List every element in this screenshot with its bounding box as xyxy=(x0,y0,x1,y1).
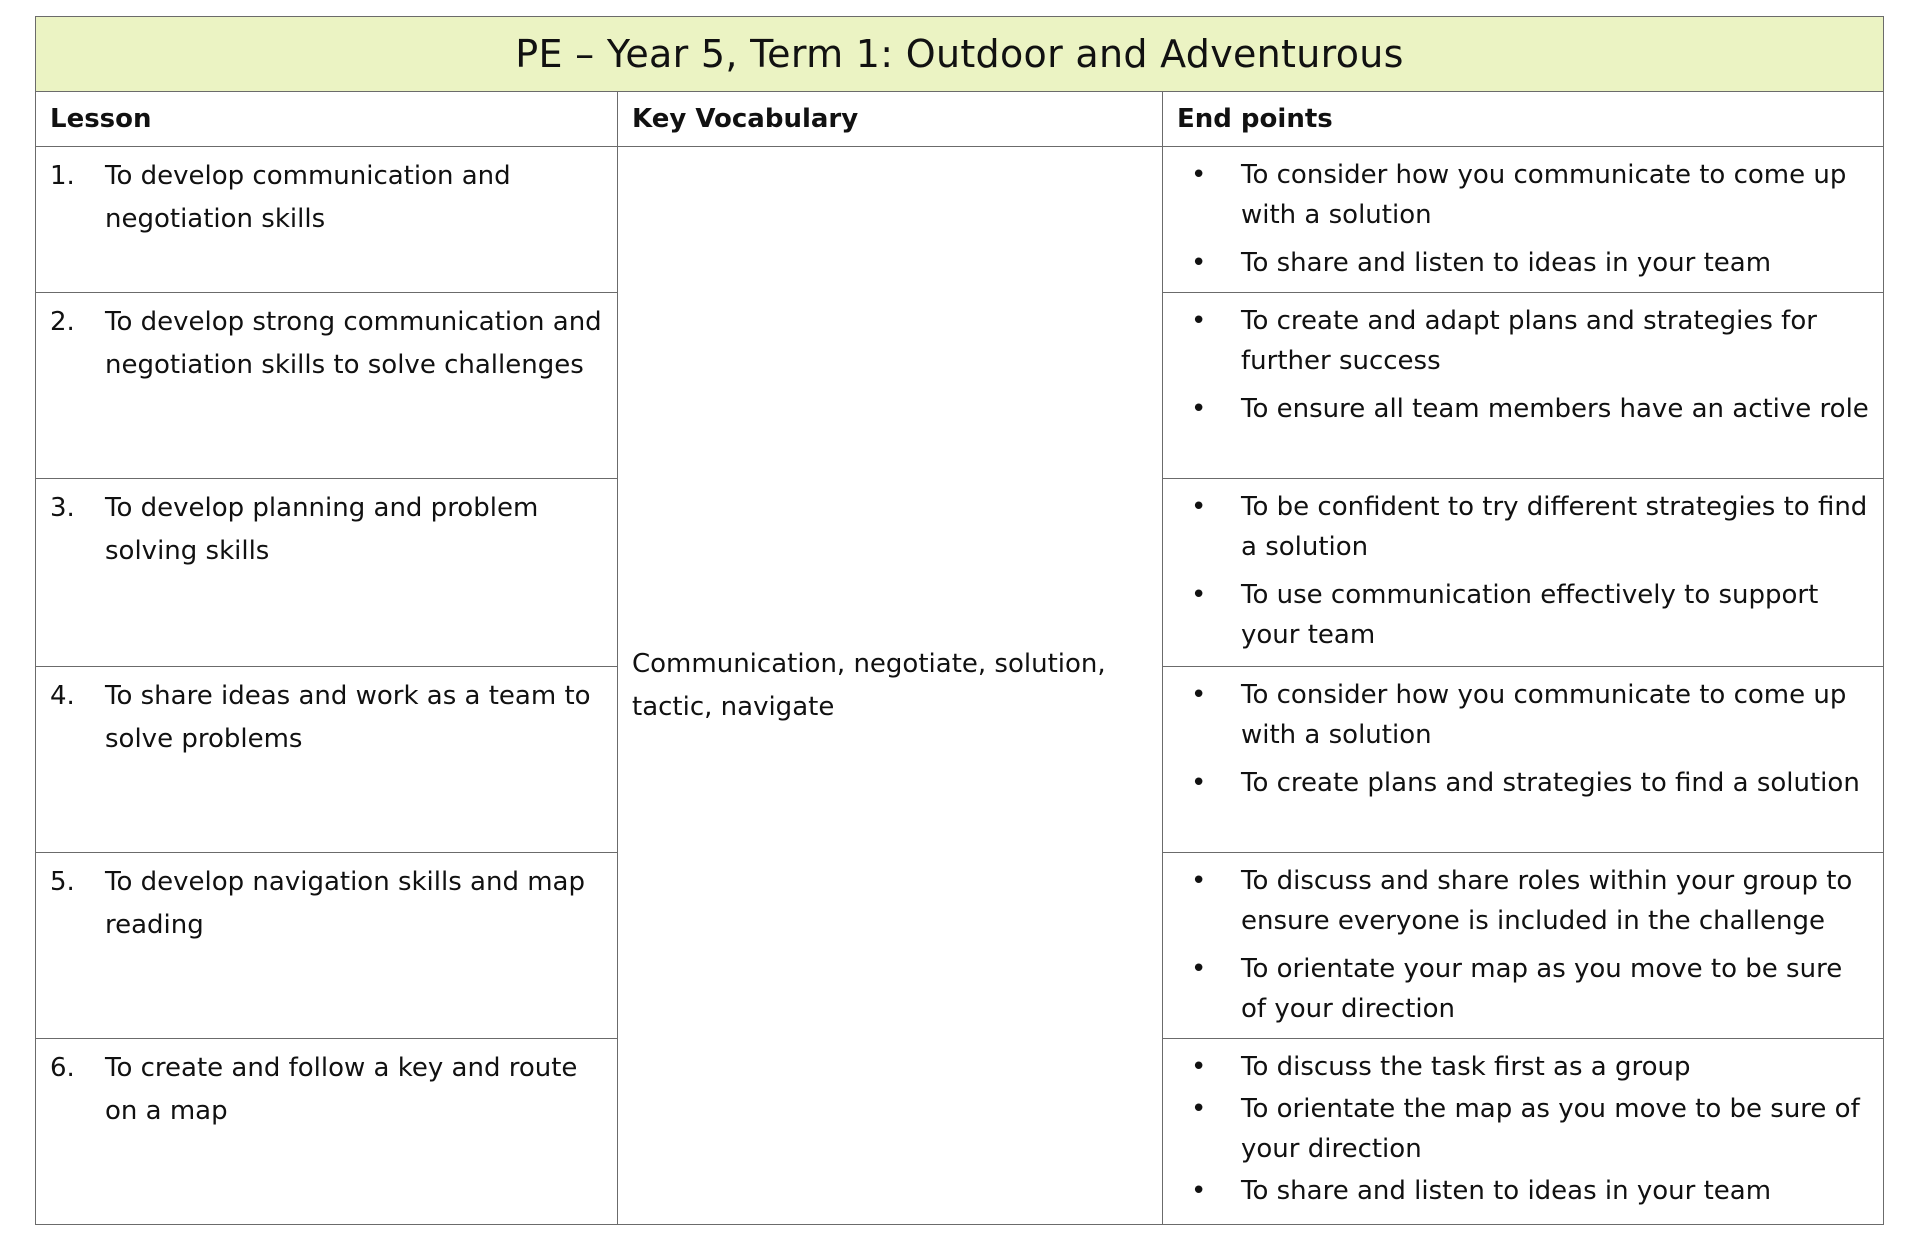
end-point-item xyxy=(1191,675,1871,755)
column-header-lesson: Lesson xyxy=(36,92,618,147)
lesson-cell xyxy=(36,1039,618,1225)
end-points-cell xyxy=(1163,853,1884,1039)
page-title: PE – Year 5, Term 1: Outdoor and Adventurous xyxy=(36,17,1884,92)
lesson-number: 2. xyxy=(50,307,75,337)
lesson-number: 1. xyxy=(50,161,75,191)
table-row xyxy=(36,147,1884,293)
end-point-text: To create plans and strategies to find a solution xyxy=(1241,768,1860,798)
end-point-item xyxy=(1191,861,1871,941)
bullet-icon: • xyxy=(1191,768,1207,798)
bullet-icon: • xyxy=(1191,394,1207,424)
lesson-objective: To develop planning and problem solving skills xyxy=(105,493,539,566)
end-point-text: To create and adapt plans and strategies for further success xyxy=(1241,306,1817,376)
end-point-item xyxy=(1191,575,1871,655)
lesson-objective: To create and follow a key and route on a map xyxy=(105,1053,578,1126)
end-points-cell xyxy=(1163,293,1884,479)
lesson-objective: To develop strong communication and negotiation skills to solve challenges xyxy=(105,307,602,380)
bullet-icon: • xyxy=(1191,492,1207,522)
bullet-icon: • xyxy=(1191,954,1207,984)
column-header-end-points: End points xyxy=(1163,92,1884,147)
end-point-text: To consider how you communicate to come up with a solution xyxy=(1241,680,1847,750)
end-point-item xyxy=(1191,301,1871,381)
end-point-text: To consider how you communicate to come up with a solution xyxy=(1241,160,1847,230)
end-point-item xyxy=(1191,1171,1871,1211)
end-point-item xyxy=(1191,949,1871,1029)
end-points-cell xyxy=(1163,479,1884,667)
end-point-text: To ensure all team members have an active role xyxy=(1241,394,1869,424)
end-points-cell xyxy=(1163,667,1884,853)
lesson-objective: To share ideas and work as a team to solve problems xyxy=(105,681,591,754)
lesson-objective: To develop navigation skills and map reading xyxy=(105,867,585,940)
end-points-cell xyxy=(1163,147,1884,293)
lesson-number: 4. xyxy=(50,681,75,711)
bullet-icon: • xyxy=(1191,580,1207,610)
end-point-item xyxy=(1191,487,1871,567)
bullet-icon: • xyxy=(1191,1176,1207,1206)
end-point-item xyxy=(1191,1047,1871,1087)
bullet-icon: • xyxy=(1191,248,1207,278)
lesson-cell xyxy=(36,293,618,479)
lesson-cell xyxy=(36,667,618,853)
lesson-number: 3. xyxy=(50,493,75,523)
lesson-cell xyxy=(36,479,618,667)
lesson-objective: To develop communication and negotiation skills xyxy=(105,161,511,234)
bullet-icon: • xyxy=(1191,866,1207,896)
end-point-text: To share and listen to ideas in your team xyxy=(1241,248,1772,278)
end-point-text: To use communication effectively to support your team xyxy=(1241,580,1819,650)
lesson-number: 5. xyxy=(50,867,75,897)
bullet-icon: • xyxy=(1191,160,1207,190)
end-point-text: To be confident to try different strategies to find a solution xyxy=(1241,492,1868,562)
end-point-item xyxy=(1191,1089,1871,1169)
end-point-text: To orientate the map as you move to be sure of your direction xyxy=(1241,1094,1860,1164)
lesson-number: 6. xyxy=(50,1053,75,1083)
key-vocabulary-cell: Communication, negotiate, solution, tactic, navigate xyxy=(618,147,1163,1225)
end-point-text: To discuss the task first as a group xyxy=(1241,1052,1691,1082)
lesson-plan-table xyxy=(35,16,1884,1225)
column-header-key-vocabulary: Key Vocabulary xyxy=(618,92,1163,147)
bullet-icon: • xyxy=(1191,680,1207,710)
bullet-icon: • xyxy=(1191,306,1207,336)
end-point-text: To share and listen to ideas in your team xyxy=(1241,1176,1772,1206)
end-point-item xyxy=(1191,389,1871,429)
end-point-item xyxy=(1191,243,1871,283)
bullet-icon: • xyxy=(1191,1094,1207,1124)
end-points-cell xyxy=(1163,1039,1884,1225)
bullet-icon: • xyxy=(1191,1052,1207,1082)
end-point-item xyxy=(1191,155,1871,235)
end-point-text: To discuss and share roles within your group to ensure everyone is included in the challenge xyxy=(1241,866,1853,936)
end-point-text: To orientate your map as you move to be sure of your direction xyxy=(1241,954,1843,1024)
end-point-item xyxy=(1191,763,1871,803)
lesson-cell xyxy=(36,853,618,1039)
lesson-cell xyxy=(36,147,618,293)
